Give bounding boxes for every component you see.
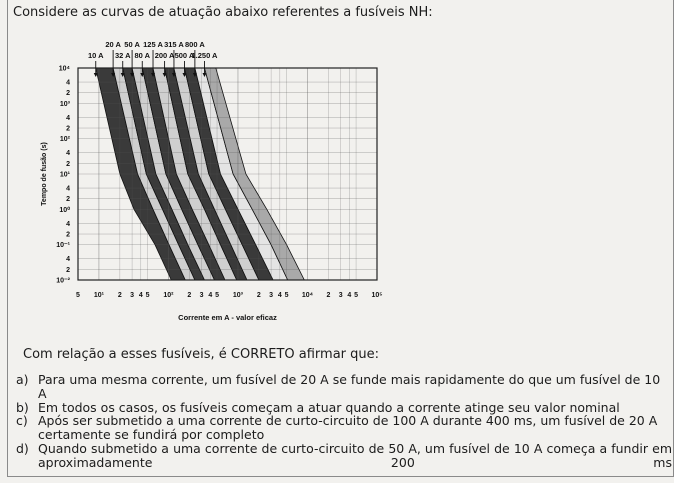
bottom-rating-label-1: 32 A: [114, 51, 131, 60]
option-letter: d): [16, 440, 29, 456]
top-rating-label-0: 20 A: [105, 40, 121, 49]
x-tick-label-8: 3: [199, 292, 204, 299]
option-a[interactable]: [16, 373, 672, 401]
fuse-curve-chart: [20, 30, 390, 325]
x-tick-label-4: 4: [138, 292, 143, 299]
y-tick-label-16: 4: [66, 256, 70, 264]
x-tick-label-0: 5: [76, 292, 80, 299]
x-tick-label-5: 5: [145, 292, 150, 299]
y-tick-label-10: 4: [66, 185, 70, 193]
bottom-rating-label-0: 10 A: [87, 51, 104, 60]
y-tick-label-14: 2: [66, 231, 70, 239]
y-tick-label-0: 10⁴: [58, 65, 70, 73]
x-tick-label-12: 2: [256, 292, 261, 299]
bottom-rating-label-3: 200 A: [154, 51, 175, 60]
x-tick-label-14: 4: [277, 292, 282, 299]
y-tick-label-13: 4: [66, 220, 70, 228]
x-tick-label-19: 4: [347, 292, 352, 299]
sub-question: Com relação a esses fusíveis, é CORRETO afirmar que:: [23, 347, 380, 362]
x-tick-label-15: 5: [284, 292, 289, 299]
x-tick-label-13: 3: [269, 292, 274, 299]
option-letter: b): [16, 399, 29, 415]
x-tick-label-1: 10¹: [93, 292, 104, 299]
option-d[interactable]: [16, 442, 672, 483]
option-text: Em todos os casos, os fusíveis começam a atuar quando a corrente atinge seu valor nominal: [38, 399, 620, 415]
y-tick-label-5: 2: [66, 125, 70, 133]
option-c[interactable]: [16, 414, 672, 442]
option-text: Após ser submetido a uma corrente de curto-circuito de 100 A durante 400 ms, um fusível de 20 A certamente se fundirá por completo: [38, 413, 658, 443]
x-tick-label-11: 10³: [232, 292, 244, 299]
x-tick-label-6: 10²: [163, 292, 174, 299]
x-axis-title: Corrente em A - valor eficaz: [178, 313, 277, 322]
x-tick-label-16: 10⁴: [301, 292, 314, 299]
y-tick-label-8: 2: [66, 160, 70, 168]
x-tick-label-9: 4: [208, 292, 213, 299]
x-tick-label-10: 5: [215, 292, 219, 299]
question-intro: Considere as curvas de atuação abaixo referentes a fusíveis NH:: [13, 5, 433, 20]
x-tick-label-3: 3: [130, 292, 135, 299]
top-rating-label-3: 315 A: [164, 40, 184, 49]
top-rating-label-4: 800 A: [185, 40, 205, 49]
x-tick-label-7: 2: [187, 292, 192, 299]
y-tick-label-4: 4: [66, 114, 70, 122]
y-tick-label-7: 4: [66, 150, 70, 158]
y-tick-label-12: 10⁰: [59, 206, 70, 214]
bottom-rating-label-5: 1.250 A: [191, 51, 218, 60]
y-tick-label-9: 10¹: [59, 171, 70, 179]
y-tick-label-1: 4: [66, 79, 70, 87]
y-axis-title: Tempo de fusão (s): [41, 142, 48, 206]
y-tick-label-17: 2: [66, 266, 70, 274]
bottom-rating-label-4: 500 A: [174, 51, 195, 60]
y-tick-label-11: 2: [66, 196, 70, 204]
options-list: [16, 373, 672, 483]
top-rating-label-2: 125 A: [143, 40, 163, 49]
y-tick-label-15: 10⁻¹: [56, 242, 70, 250]
top-rating-label-1: 50 A: [124, 40, 140, 49]
option-letter: c): [16, 413, 28, 429]
y-tick-label-2: 2: [66, 90, 70, 98]
x-tick-label-17: 2: [326, 292, 331, 299]
bottom-rating-label-2: 80 A: [134, 51, 151, 60]
x-tick-label-20: 5: [354, 292, 359, 299]
option-letter: a): [16, 372, 29, 387]
y-tick-label-6: 10²: [59, 136, 70, 144]
x-tick-label-2: 2: [117, 292, 122, 299]
x-tick-label-18: 3: [338, 292, 343, 299]
x-tick-label-21: 10⁵: [371, 292, 383, 299]
y-tick-label-3: 10³: [59, 100, 70, 108]
y-tick-label-18: 10⁻²: [56, 277, 70, 285]
option-text: Quando submetido a uma corrente de curto-circuito de 50 A, um fusível de 10 A começa a fundir em aproximadamente 200 ms: [38, 440, 672, 470]
option-text: Para uma mesma corrente, um fusível de 20 A se funde mais rapidamente do que um fusível de 10 A: [38, 372, 661, 401]
option-b[interactable]: [16, 401, 672, 415]
